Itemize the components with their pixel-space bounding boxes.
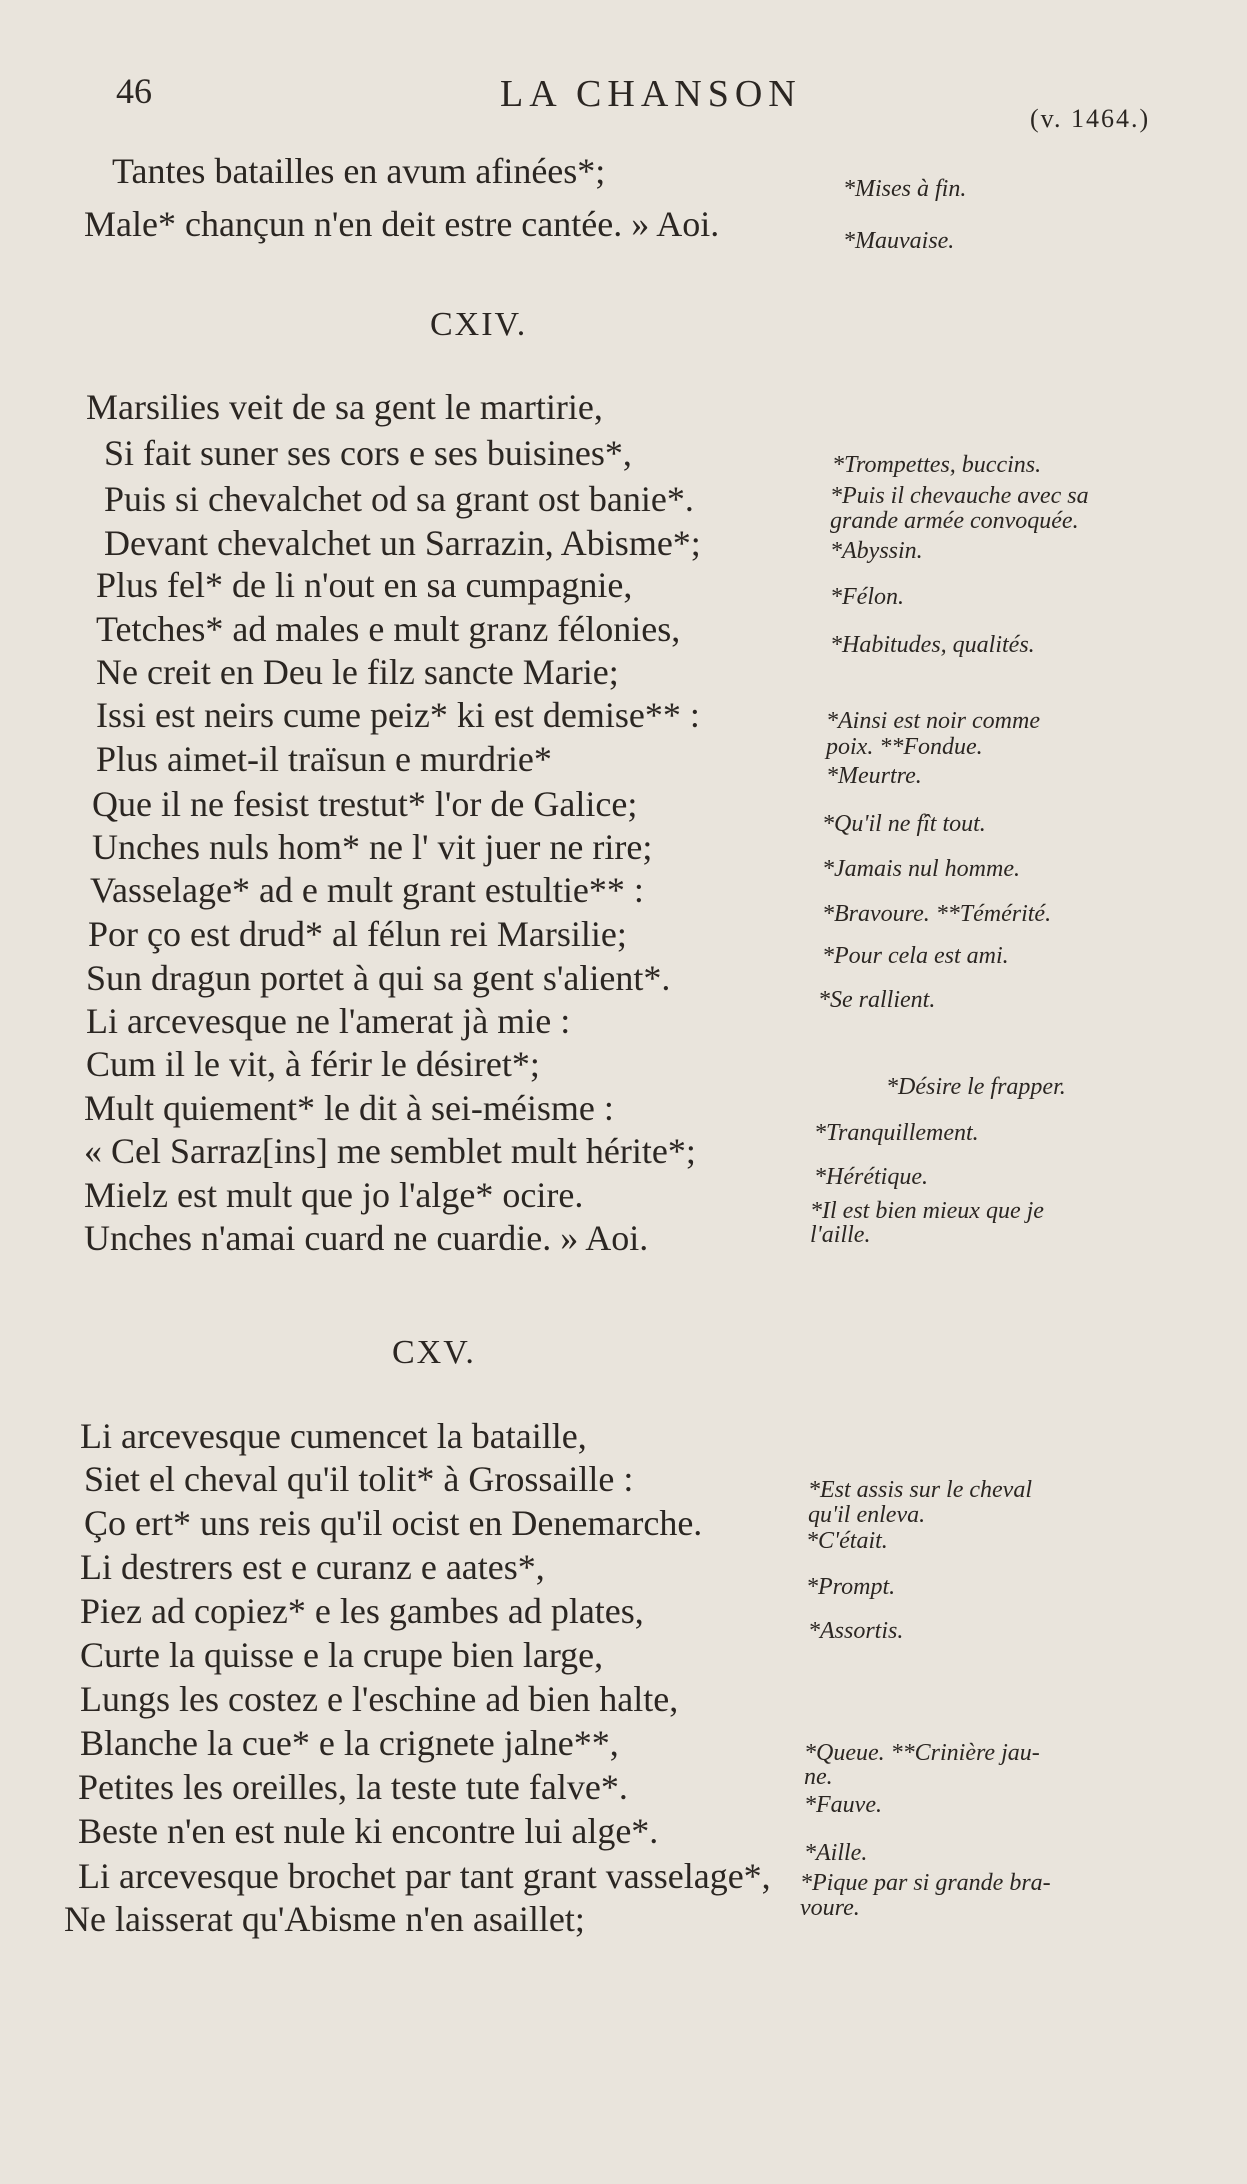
verse-line: Piez ad copiez* e les gambes ad plates, [80, 1591, 644, 1631]
verse-line: Sun dragun portet à qui sa gent s'alient*. [86, 958, 671, 998]
gloss-note: *Se rallient. [818, 987, 936, 1013]
gloss-note: *Est assis sur le cheval [808, 1477, 1032, 1503]
verse-line: Unches nuls hom* ne l' vit juer ne rire; [92, 827, 653, 867]
gloss-note: *Hérétique. [814, 1164, 928, 1190]
laisse-title: CXV. [392, 1334, 476, 1371]
gloss-note: *Meurtre. [826, 763, 922, 789]
gloss-note: *Tranquillement. [814, 1120, 979, 1146]
gloss-note: *Bravoure. **Témérité. [822, 901, 1052, 927]
gloss-note: *Ainsi est noir comme [826, 708, 1040, 734]
gloss-note: *Jamais nul homme. [822, 856, 1020, 882]
gloss-note: *Il est bien mieux que je [810, 1198, 1044, 1224]
verse-line: Por ço est drud* al félun rei Marsilie; [88, 914, 627, 954]
verse-line: Male* chançun n'en deit estre cantée. » Aoi. [84, 204, 720, 244]
verse-line: Tantes batailles en avum afinées*; [112, 151, 606, 191]
verse-line: Ne laisserat qu'Abisme n'en asaillet; [64, 1899, 585, 1939]
verse-line: Lungs les costez e l'eschine ad bien halte, [80, 1679, 679, 1719]
gloss-note: qu'il enleva. [808, 1502, 926, 1528]
verse-line: Li arcevesque brochet par tant grant vasselage*, [78, 1856, 771, 1896]
verse-line: Blanche la cue* e la crignete jalne**, [80, 1723, 619, 1763]
gloss-note: *C'était. [806, 1528, 888, 1554]
verse-line: Unches n'amai cuard ne cuardie. » Aoi. [84, 1218, 649, 1258]
verse-line: Li arcevesque cumencet la bataille, [80, 1416, 587, 1456]
gloss-note: *Trompettes, buccins. [832, 452, 1042, 478]
verse-line: Puis si chevalchet od sa grant ost banie*. [104, 479, 694, 519]
gloss-note: *Qu'il ne fît tout. [822, 811, 986, 837]
gloss-note: *Mises à fin. [843, 176, 967, 202]
gloss-note: voure. [800, 1895, 860, 1921]
gloss-note: *Habitudes, qualités. [830, 632, 1035, 658]
page-number: 46 [116, 71, 152, 111]
gloss-note: *Aille. [804, 1840, 868, 1866]
verse-line: Plus aimet-il traïsun e murdrie* [96, 739, 552, 779]
gloss-note: *Puis il chevauche avec sa [830, 483, 1089, 509]
gloss-note: *Fauve. [804, 1792, 882, 1818]
verse-line: Marsilies veit de sa gent le martirie, [86, 387, 603, 427]
running-title: LA CHANSON [500, 73, 802, 115]
gloss-note: grande armée convoquée. [830, 508, 1079, 534]
verse-line: Devant chevalchet un Sarrazin, Abisme*; [104, 523, 701, 563]
verse-line: Beste n'en est nule ki encontre lui alge*. [78, 1811, 659, 1851]
gloss-note: *Pique par si grande bra- [800, 1870, 1051, 1896]
verse-line: Li destrers est e curanz e aates*, [80, 1547, 545, 1587]
verse-line: Tetches* ad males e mult granz félonies, [96, 609, 681, 649]
verse-reference: (v. 1464.) [1030, 104, 1151, 133]
gloss-note: *Abyssin. [830, 538, 923, 564]
verse-line: Ne creit en Deu le filz sancte Marie; [96, 652, 619, 692]
gloss-note: *Désire le frapper. [886, 1074, 1066, 1100]
gloss-note: poix. **Fondue. [826, 734, 983, 760]
laisse-title: CXIV. [430, 306, 528, 343]
gloss-note: *Assortis. [808, 1618, 904, 1644]
verse-line: Curte la quisse e la crupe bien large, [80, 1635, 604, 1675]
running-header [0, 66, 1247, 136]
verse-line: Plus fel* de li n'out en sa cumpagnie, [96, 565, 633, 605]
verse-line: Si fait suner ses cors e ses buisines*, [104, 433, 632, 473]
verse-line: Que il ne fesist trestut* l'or de Galice; [92, 784, 638, 824]
verse-line: « Cel Sarraz[ins] me semblet mult hérite*; [84, 1131, 696, 1171]
verse-line: Mielz est mult que jo l'alge* ocire. [84, 1175, 584, 1215]
verse-line: Siet el cheval qu'il tolit* à Grossaille : [84, 1459, 634, 1499]
verse-line: Mult quiement* le dit à sei-méisme : [84, 1088, 614, 1128]
gloss-note: *Queue. **Crinière jau- [804, 1740, 1040, 1766]
gloss-note: *Pour cela est ami. [822, 943, 1009, 969]
verse-line: Li arcevesque ne l'amerat jà mie : [86, 1001, 571, 1041]
verse-line: Issi est neirs cume peiz* ki est demise** : [96, 695, 700, 735]
verse-line: Cum il le vit, à férir le désiret*; [86, 1044, 540, 1084]
gloss-note: *Mauvaise. [843, 228, 955, 254]
verse-line: Ço ert* uns reis qu'il ocist en Denemarche. [84, 1503, 703, 1543]
verse-line: Vasselage* ad e mult grant estultie** : [90, 870, 644, 910]
gloss-note: *Félon. [830, 584, 904, 610]
verse-line: Petites les oreilles, la teste tute falve*. [78, 1767, 628, 1807]
gloss-note: l'aille. [810, 1222, 871, 1248]
gloss-note: ne. [804, 1764, 833, 1790]
gloss-note: *Prompt. [806, 1574, 896, 1600]
